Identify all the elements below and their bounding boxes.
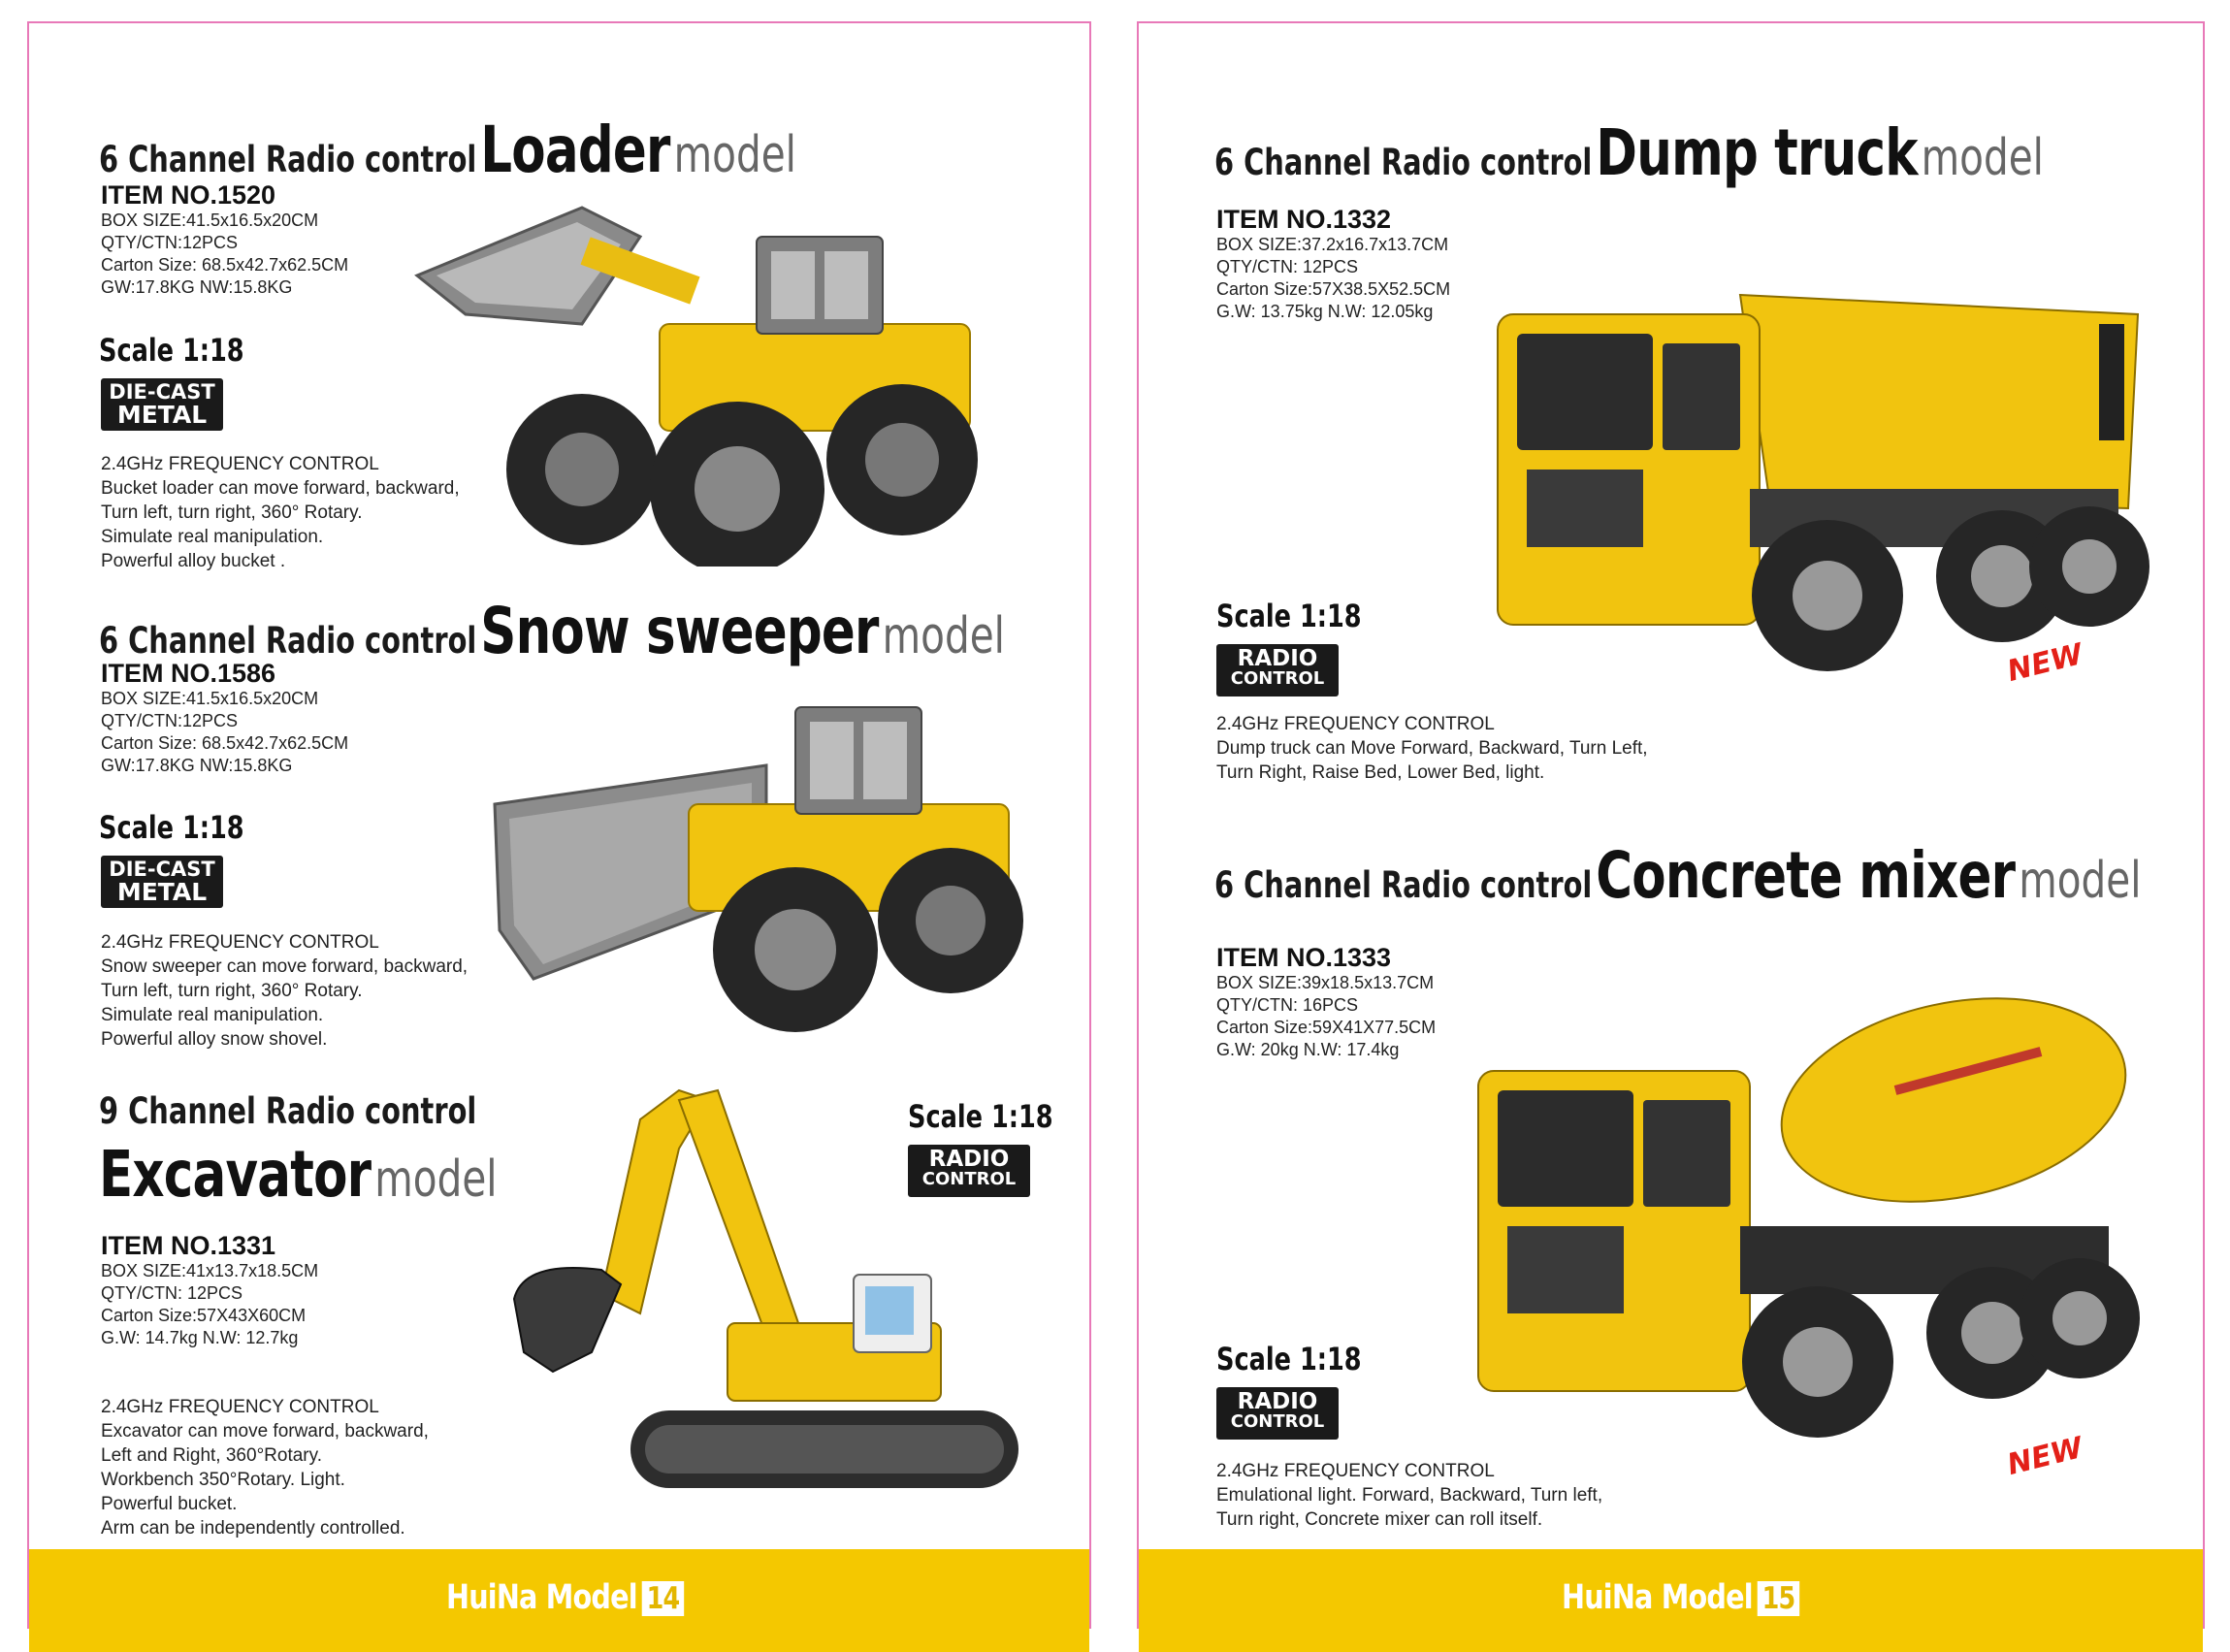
loader-scale: Scale 1:18 [99,332,244,369]
excavator-channel-heading [99,1090,476,1132]
dump-truck-scale: Scale 1:18 [1216,598,1362,634]
concrete-mixer-scale: Scale 1:18 [1216,1341,1362,1377]
concrete-mixer-model-suffix: model [2019,852,2142,910]
footer-brand-left: HuiNa Model 14 [446,1578,684,1617]
catalog-page-left [27,21,1091,1629]
excavator-model-suffix: model [374,1150,498,1209]
excavator-heading [99,1137,498,1212]
spec-line: BOX SIZE:41.5x16.5x20CM [101,211,319,230]
dump-truck-heading [1214,115,2044,190]
loader-heading [99,113,796,187]
snow-sweeper-item-number: ITEM NO.1586 [101,659,276,688]
snow-sweeper-description: 2.4GHz FREQUENCY CONTROL Snow sweeper can move forward, backward, Turn left, turn right, 360° Rotary. Simulate real manipulation. Powerful alloy snow shovel. [101,932,469,1050]
loader-item-number: ITEM NO.1520 [101,180,276,210]
page-number-15: 15 [1758,1581,1800,1616]
loader-channel: 6 Channel Radio control [99,139,477,180]
radio-control-badge: RADIO CONTROL [1216,644,1339,696]
dump-truck-specs: BOX SIZE:37.2x16.7x13.7CM QTY/CTN: 12PCS Carton Size:57X38.5X52.5CM G.W: 13.75kg N.W: 12.05kg [1216,235,1451,321]
snow-sweeper-scale: Scale 1:18 [99,809,244,846]
radio-control-badge: RADIO CONTROL [1216,1387,1339,1440]
snow-sweeper-channel: 6 Channel Radio control [99,620,477,662]
concrete-mixer-description: 2.4GHz FREQUENCY CONTROL Emulational light. Forward, Backward, Turn left, Turn right, Concrete mixer can roll itself. [1216,1461,1603,1530]
snow-sweeper-name: Snow sweeper [480,594,879,668]
concrete-mixer-channel: 6 Channel Radio control [1214,864,1593,906]
loader-specs [101,210,348,299]
concrete-mixer-heading [1214,838,2141,913]
excavator-item-number: ITEM NO.1331 [101,1231,276,1260]
page-number-14: 14 [642,1581,685,1616]
loader-model-suffix: model [673,126,796,184]
concrete-mixer-image [1449,993,2148,1459]
dump-truck-model-suffix: model [1921,129,2044,187]
excavator-image [485,1061,1067,1527]
snow-sweeper-model-suffix: model [882,607,1005,665]
dump-truck-name: Dump truck [1596,115,1918,190]
spec-line: QTY/CTN:12PCS [101,233,239,252]
dump-truck-channel: 6 Channel Radio control [1214,142,1593,183]
die-cast-metal-badge: DIE-CAST METAL [101,378,223,431]
excavator-name: Excavator [99,1137,372,1212]
catalog-page-right [1137,21,2205,1629]
snow-sweeper-specs: BOX SIZE:41.5x16.5x20CM QTY/CTN:12PCS Carton Size: 68.5x42.7x62.5CM GW:17.8KG NW:15.8KG [101,689,349,775]
snow-sweeper-image [475,688,1057,1037]
spec-line: Carton Size: 68.5x42.7x62.5CM [101,255,349,275]
new-tag: NEW [2003,1430,2086,1483]
loader-description: 2.4GHz FREQUENCY CONTROL Bucket loader can move forward, backward, Turn left, turn right, 360° Rotary. Simulate real manipulation. Powerful alloy bucket . [101,454,460,571]
footer-brand-right: HuiNa Model 15 [1562,1578,1799,1617]
dump-truck-image [1478,256,2157,683]
die-cast-metal-badge: DIE-CAST METAL [101,856,223,908]
radio-control-badge: RADIO CONTROL [908,1145,1030,1197]
dump-truck-description: 2.4GHz FREQUENCY CONTROL Dump truck can Move Forward, Backward, Turn Left, Turn Right, Raise Bed, Lower Bed, light. [1216,714,1648,783]
excavator-specs: BOX SIZE:41x13.7x18.5CM QTY/CTN: 12PCS Carton Size:57X43X60CM G.W: 14.7kg N.W: 12.7kg [101,1261,319,1347]
excavator-channel: 9 Channel Radio control [99,1090,477,1132]
snow-sweeper-heading [99,594,1005,668]
footer-bar-left [29,1549,1089,1652]
loader-name: Loader [480,113,670,187]
concrete-mixer-name: Concrete mixer [1596,838,2016,913]
excavator-description: 2.4GHz FREQUENCY CONTROL Excavator can move forward, backward, Left and Right, 360°Rotary. Workbench 350°Rotary. Light. Powerful bucket. Arm can be independently controlled. [101,1397,429,1539]
concrete-mixer-specs: BOX SIZE:39x18.5x13.7CM QTY/CTN: 16PCS Carton Size:59X41X77.5CM G.W: 20kg N.W: 17.4kg [1216,973,1437,1059]
dump-truck-item-number: ITEM NO.1332 [1216,205,1392,234]
footer-bar-right [1139,1549,2203,1652]
loader-image [407,178,1067,567]
concrete-mixer-item-number: ITEM NO.1333 [1216,943,1392,972]
excavator-scale: Scale 1:18 [908,1098,1053,1135]
spec-line: GW:17.8KG NW:15.8KG [101,277,293,297]
new-tag: NEW [2003,636,2086,690]
